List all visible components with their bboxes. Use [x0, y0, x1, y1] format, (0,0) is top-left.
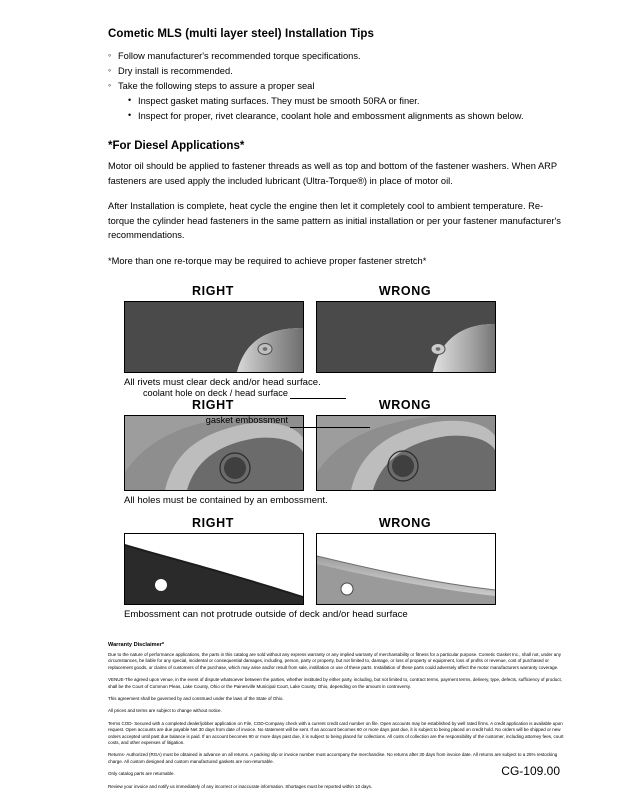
warranty-paragraph: VENUE-The agreed upon venue, in the event of dispute whatsoever between the parties, whether instituted by either party, including, but not limited to, contract terms, payment terms, delivery, type, defects, sufficiency of product, shall be the Court of Common Pleas, Lake County, Ohio or the Painesville Municipal Court, Lake County, Ohio, depending on the amount in controversy.: [108, 677, 562, 689]
figure-image-right-embossment: [124, 533, 304, 605]
figure-image-wrong-rivets: [316, 301, 496, 373]
embossment-right-diagram: [125, 534, 303, 604]
figure-row-holes: [40, 398, 578, 491]
figure-caption-holes: All holes must be contained by an embossment.: [124, 495, 328, 506]
warranty-heading: Warranty Disclaimer*: [108, 642, 165, 648]
callout-gasket-embossment: gasket embossment: [205, 415, 288, 425]
figure-wrong-holes: [316, 398, 494, 491]
paragraph-heat-cycle: After Installation is complete, heat cycle the engine then let it completely cool to ambient temperature. Re-torque the cylinder head fasteners in the same pattern as initial installation or per your fastener manufacturer's recommendations.: [108, 201, 561, 240]
paragraph-retorque-note: *More than one re-torque may be required to achieve proper fastener stretch*: [108, 255, 427, 266]
warranty-paragraph: Only catalog parts are returnable.: [108, 771, 175, 777]
figure-label-wrong: WRONG: [378, 516, 432, 530]
rivet-wrong-diagram: [317, 302, 495, 372]
figure-row-embossment: [40, 516, 578, 605]
figure-wrong-embossment: [316, 516, 494, 605]
figure-caption-embossment: Embossment can not protrude outside of deck and/or head surface: [124, 609, 408, 620]
warranty-paragraph: Due to the nature of performance applications, the parts in this catalog are sold without any express warranty or any implied warranty of merchantability or fitness for a particular purpose. Cometic Gasket Inc., shall not, under any circumstances, be liable for any special, incidental or consequential damages, including, person, party or property, but not limited to, damage, or loss of property or equipment, loss of profits or revenue, cost of purchased or replacement goods, or claims of customers of the purchase, which may arise and/or result from sale, instillation or use of these parts. Installation of these parts could adversely affect the motor manufacturers warranty coverage.: [108, 652, 561, 670]
installation-tips-list: [108, 49, 578, 94]
warranty-paragraph: This agreement shall be governed by and construed under the laws of the State of Ohio.: [108, 696, 284, 702]
warranty-paragraph: Terms COD- Secured with a completed dealer/jobber application on File, COD-Company check with a current credit card number on file. Open accounts may be established by well rated firms. A credit application is available upon request. Open accounts are due payable Net 30 days from date of invoice. No statement will be sent. If an account becomes 60 or more days past due, it is subject to being placed on credit hold. No orders will be shipped or new orders accepted until past due balance is paid. If an account becomes 90 or more days past due, it is subject to being placed for collections. All costs of collection are the responsibility of the customer, including attorney fees, court costs, and other expenses of litigation.: [108, 720, 564, 746]
leader-line-coolant: [290, 398, 346, 399]
diesel-applications-heading: *For Diesel Applications*: [108, 140, 245, 152]
figure-caption-rivets: All rivets must clear deck and/or head surface.: [124, 377, 321, 388]
figure-label-right: RIGHT: [192, 284, 234, 298]
list-item: • Inspect gasket mating surfaces. They must be smooth 50RA or finer.: [128, 94, 578, 109]
embossment-wrong-diagram: [317, 534, 495, 604]
caption-row-1: [40, 373, 578, 388]
paragraph-motor-oil: Motor oil should be applied to fastener threads as well as top and bottom of the fastener washers. When ARP fasteners are used apply the included lubricant (Ultra-Torque®) in place of motor oil.: [108, 161, 557, 186]
installation-subtips-list: [128, 94, 578, 124]
figures-section: [40, 284, 578, 620]
figure-image-wrong-embossment: [316, 533, 496, 605]
warranty-section: [108, 642, 564, 790]
caption-row-3: [40, 605, 578, 620]
warranty-paragraph: All prices and terms are subject to change without notice.: [108, 708, 222, 714]
list-item: ◦ Dry install is recommended.: [108, 64, 578, 79]
figure-row-rivets: [40, 284, 578, 373]
coolant-hole-right-diagram: [125, 416, 303, 490]
figure-label-wrong: WRONG: [378, 398, 432, 412]
document-number: CG-109.00: [501, 764, 560, 778]
warranty-paragraph: Returns- Authorized (RGA) must be obtained in advance on all returns. A packing slip or invoice number must accompany the merchandise. No returns after 30 days from invoice date. All returns are subject to a 25% restocking charge. All custom designed and custom manufactured gaskets are non-returnable.: [108, 752, 558, 764]
list-item: • Inspect for proper, rivet clearance, coolant hole and embossment alignments as shown below.: [128, 109, 578, 124]
page-title: Cometic MLS (multi layer steel) Installation Tips: [108, 28, 375, 40]
caption-row-2: [40, 491, 578, 506]
leader-line-embossment: [290, 427, 370, 428]
figure-right-embossment: [124, 516, 302, 605]
list-item: ◦ Follow manufacturer's recommended torque specifications.: [108, 49, 578, 64]
figure-label-right: RIGHT: [192, 398, 234, 412]
figure-right-rivets: [124, 284, 302, 373]
list-item: ◦ Take the following steps to assure a proper seal: [108, 79, 578, 94]
figure-label-right: RIGHT: [192, 516, 234, 530]
rivet-right-diagram: [125, 302, 303, 372]
figure-wrong-rivets: [316, 284, 494, 373]
warranty-paragraph: Review your invoice and notify us immediately of any incorrect or inaccurate information. Shortages must be reported within 10 days.: [108, 783, 373, 789]
figure-callouts: [128, 387, 288, 427]
callout-coolant-hole: coolant hole on deck / head surface: [142, 388, 288, 398]
figure-label-wrong: WRONG: [378, 284, 432, 298]
figure-image-right-rivets: [124, 301, 304, 373]
